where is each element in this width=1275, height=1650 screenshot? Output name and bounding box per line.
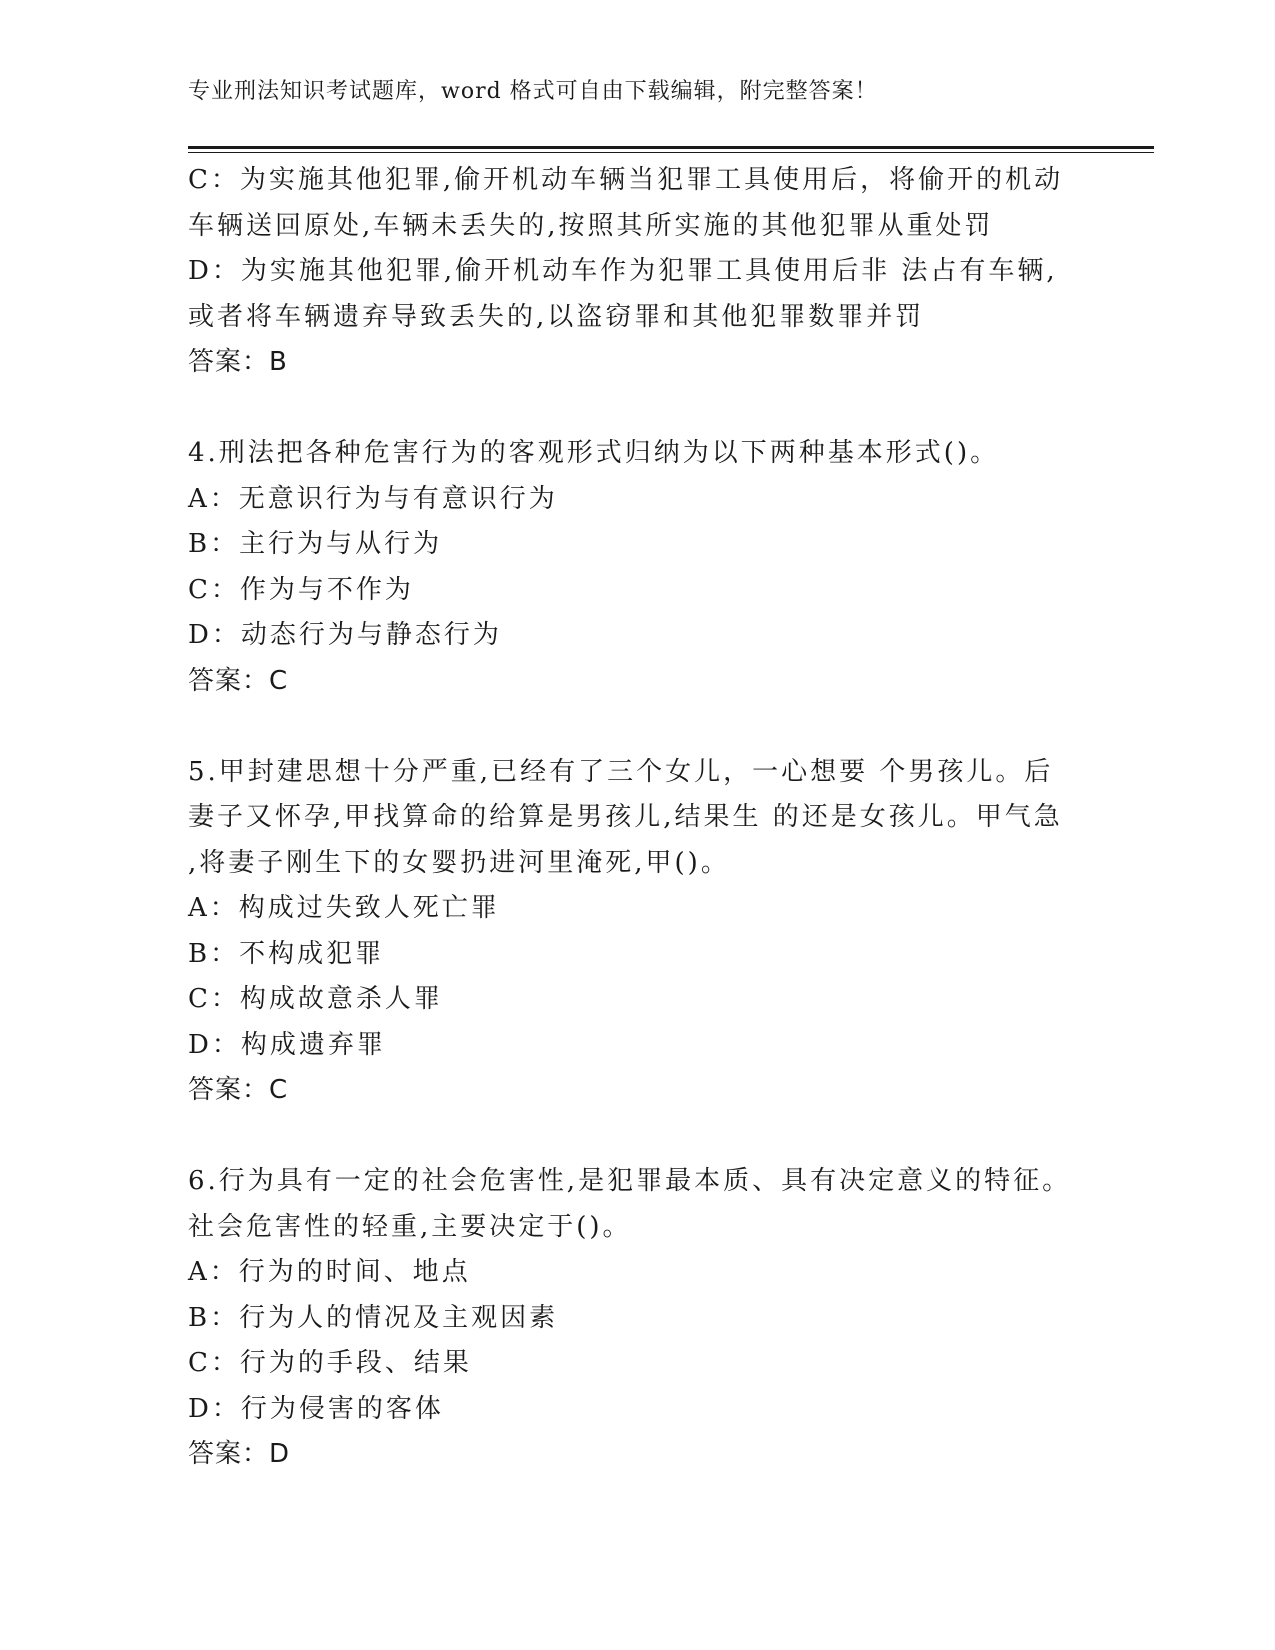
header-rule-thick (188, 146, 1154, 149)
option-d: D：构成遗弃罪 (188, 1029, 386, 1060)
question-stem-line1: 6.行为具有一定的社会危害性,是犯罪最本质、具有决定意义的特征。 (188, 1166, 1072, 1196)
option-c: C：作为与不作为 (188, 574, 414, 605)
question-stem-line3: ,将妻子刚生下的女婴扔进河里淹死,甲()。 (188, 847, 730, 878)
page-header: 专业刑法知识考试题库，word 格式可自由下载编辑，附完整答案！ (188, 79, 878, 104)
question-stem-line2: 社会危害性的轻重,主要决定于()。 (188, 1211, 632, 1242)
question-stem: 4.刑法把各种危害行为的客观形式归纳为以下两种基本形式()。 (188, 438, 1000, 468)
prev-question-block (188, 158, 1088, 386)
answer-line: 答案：B (188, 347, 288, 377)
option-c-line2: 车辆送回原处,车辆未丢失的,按照其所实施的其他犯罪从重处罚 (188, 210, 994, 241)
option-c: C：构成故意杀人罪 (188, 984, 443, 1014)
option-a: A：无意识行为与有意识行为 (188, 483, 558, 514)
answer-line: 答案：C (188, 665, 289, 696)
answer-line: 答案：D (188, 1439, 291, 1469)
question-5 (188, 750, 1088, 1114)
document-body (188, 158, 1088, 1478)
question-stem-line1: 5.甲封建思想十分严重,已经有了三个女儿，一心想要 个男孩儿。后 (188, 756, 1054, 787)
option-b: B：主行为与从行为 (188, 529, 443, 559)
question-4 (188, 431, 1088, 704)
option-a: A：构成过失致人死亡罪 (188, 893, 500, 923)
option-a: A：行为的时间、地点 (188, 1257, 471, 1287)
option-b: B：不构成犯罪 (188, 938, 385, 969)
option-c-line1: C：为实施其他犯罪,偷开机动车辆当犯罪工具使用后，将偷开的机动 (188, 165, 1064, 195)
option-c: C：行为的手段、结果 (188, 1348, 472, 1378)
option-d-line2: 或者将车辆遗弃导致丢失的,以盗窃罪和其他犯罪数罪并罚 (188, 301, 925, 332)
answer-line: 答案：C (188, 1075, 289, 1105)
option-b: B：行为人的情况及主观因素 (188, 1302, 559, 1333)
question-6 (188, 1159, 1088, 1478)
question-stem-line2: 妻子又怀孕,甲找算命的给算是男孩儿,结果生 的还是女孩儿。甲气急 (188, 802, 1063, 832)
header-rule-thin (188, 152, 1154, 153)
option-d: D：行为侵害的客体 (188, 1393, 444, 1424)
option-d: D：动态行为与静态行为 (188, 620, 502, 650)
option-d-line1: D：为实施其他犯罪,偷开机动车作为犯罪工具使用后非 法占有车辆, (188, 256, 1058, 286)
